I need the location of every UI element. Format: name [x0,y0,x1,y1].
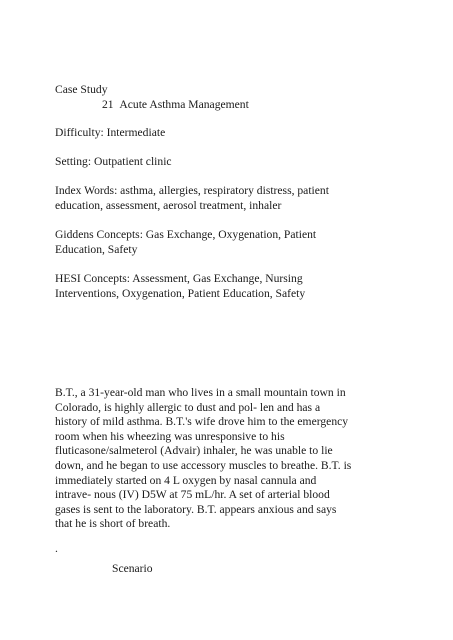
giddens-concepts [55,228,403,257]
scenario-line: fluticasone/salmeterol (Advair) inhaler, he was unable to lie [55,444,333,458]
scenario-line: gases is sent to the laboratory. B.T. appears anxious and says [55,502,337,516]
scenario-heading: Scenario [112,562,153,575]
scenario-line: room when his wheezing was unresponsive to his [55,429,285,443]
case-number: 21 [102,98,114,111]
case-title-line [102,98,249,113]
hesi-concepts-line: Interventions, Oxygenation, Patient Education, Safety [55,286,306,300]
giddens-concepts-line: Education, Safety [55,242,138,256]
index-words [55,184,403,213]
setting-line: Setting: Outpatient clinic [55,155,172,168]
index-words-line: Index Words: asthma, allergies, respiratory distress, patient [55,184,329,197]
scenario-line: down, and he began to use accessory muscles to breathe. B.T. is [55,458,352,472]
scenario-line: Colorado, is highly allergic to dust and pol- len and has a [55,400,321,414]
scenario-line: intrave- nous (IV) D5W at 75 mL/hr. A set of arterial blood [55,488,330,502]
hesi-concepts-line: HESI Concepts: Assessment, Gas Exchange, Nursing [55,272,303,285]
difficulty-line: Difficulty: Intermediate [55,126,166,139]
case-study-label: Case Study [55,83,108,96]
scenario-line: immediately started on 4 L oxygen by nasal cannula and [55,473,317,487]
scenario-paragraph [55,386,403,532]
hesi-concepts [55,272,403,301]
separator-dot: . [55,542,58,555]
scenario-line: B.T., a 31-year-old man who lives in a small mountain town in [55,386,346,399]
scenario-line: that he is short of breath. [55,517,171,531]
giddens-concepts-line: Giddens Concepts: Gas Exchange, Oxygenation, Patient [55,228,317,241]
index-words-line: education, assessment, aerosol treatment, inhaler [55,198,282,212]
scenario-line: history of mild asthma. B.T.'s wife drove him to the emergency [55,415,349,429]
case-title: Acute Asthma Management [119,98,249,111]
